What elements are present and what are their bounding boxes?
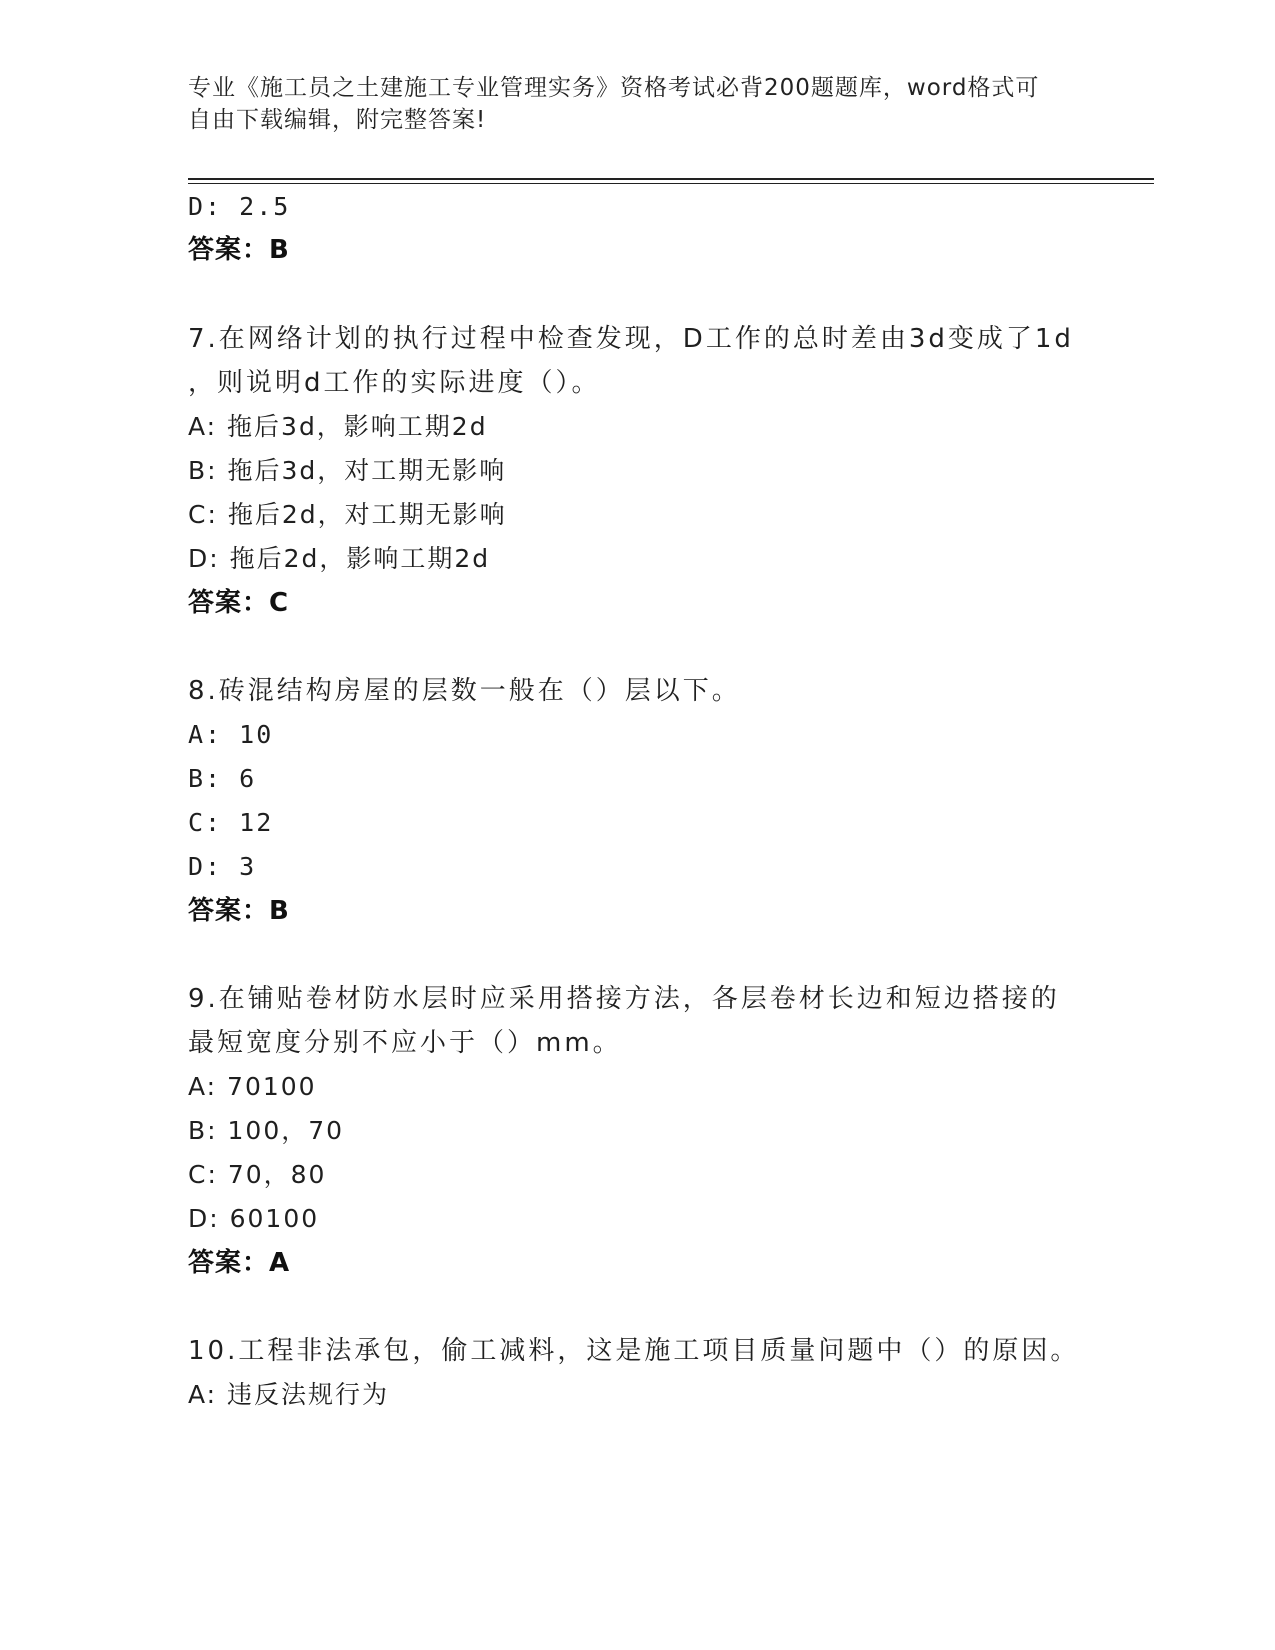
header-title-line-2: 自由下载编辑，附完整答案! [188, 107, 487, 133]
question-9-answer: 答案：A [188, 1248, 291, 1278]
question-9-line-2: 最短宽度分别不应小于（）mm。 [188, 1028, 622, 1058]
document-header [188, 72, 1068, 136]
question-9-option-a: A: 70100 [188, 1072, 317, 1101]
question-10-line-1: 10.工程非法承包，偷工减料，这是施工项目质量问题中（）的原因。 [188, 1336, 1080, 1366]
header-divider-thin [188, 183, 1154, 184]
question-9-option-d: D: 60100 [188, 1204, 320, 1233]
header-title-line-1: 专业《施工员之土建施工专业管理实务》资格考试必背200题题库，word格式可 [188, 75, 1040, 101]
question-10-option-a: A: 违反法规行为 [188, 1380, 390, 1409]
question-8-answer: 答案：B [188, 896, 290, 926]
question-7-option-b: B: 拖后3d，对工期无影响 [188, 456, 507, 485]
question-7-option-a: A: 拖后3d，影响工期2d [188, 412, 488, 441]
question-8-option-b: B: 6 [188, 764, 257, 793]
question-8-line-1: 8.砖混结构房屋的层数一般在（）层以下。 [188, 676, 741, 706]
header-divider-thick [188, 178, 1154, 180]
answer-prev: 答案：B [188, 235, 290, 265]
question-9-option-b: B: 100，70 [188, 1116, 345, 1145]
question-7-option-d: D: 拖后2d，影响工期2d [188, 544, 491, 573]
question-7-answer: 答案：C [188, 588, 290, 618]
question-7-option-c: C: 拖后2d，对工期无影响 [188, 500, 507, 529]
question-8-option-c: C: 12 [188, 808, 274, 837]
question-7-line-2: ，则说明d工作的实际进度（）。 [188, 368, 601, 398]
question-7-line-1: 7.在网络计划的执行过程中检查发现，D工作的总时差由3d变成了1d [188, 324, 1074, 354]
question-8-option-a: A: 10 [188, 720, 274, 749]
question-9-line-1: 9.在铺贴卷材防水层时应采用搭接方法，各层卷材长边和短边搭接的 [188, 984, 1060, 1014]
question-9-option-c: C: 70，80 [188, 1160, 327, 1189]
option-d-prev: D: 2.5 [188, 192, 291, 221]
question-8-option-d: D: 3 [188, 852, 257, 881]
